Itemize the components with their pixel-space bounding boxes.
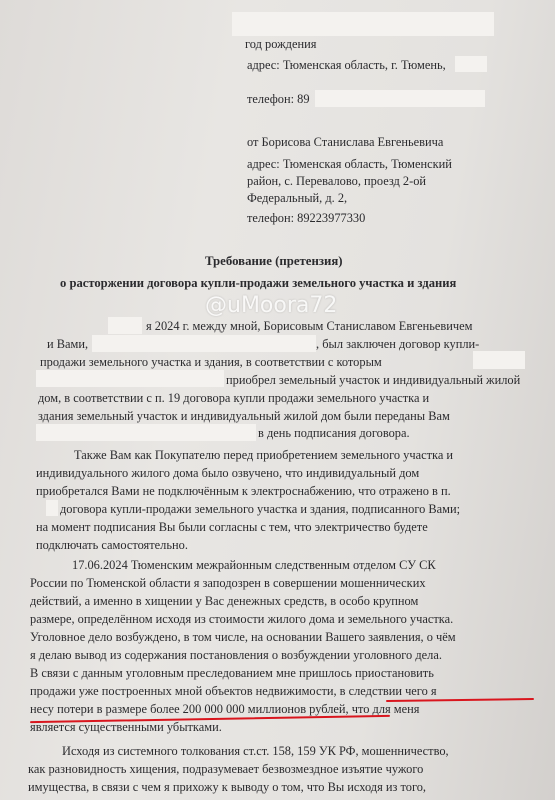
redaction-clause — [46, 500, 58, 516]
document-subtitle: о расторжении договора купли-продажи земельного участка и здания — [60, 276, 457, 290]
paragraph-line: договора купли-продажи земельного участка и здания, подписанного Вами; — [60, 502, 461, 516]
paragraph-line: приобрел земельный участок и индивидуальный жилой — [226, 373, 521, 387]
sender-address-line: Федеральный, д. 2, — [247, 191, 348, 205]
paragraph-line: В связи с данным уголовным преследованием мне пришлось приостановить — [30, 666, 434, 680]
paragraph-line: , был заключен договор купли- — [316, 337, 480, 351]
redaction-buyer — [36, 370, 224, 387]
paragraph-line: и Вами, — [47, 337, 89, 351]
recipient-phone: телефон: 89 — [247, 92, 310, 106]
paragraph-line: продажи уже построенных мной объектов недвижимости, в следствии чего я — [30, 684, 437, 698]
paragraph-line: имущества, в связи с чем я прихожу к выводу о том, что Вы исходя из того, — [28, 780, 427, 794]
paragraph-line: несу потери в размере более 200 000 000 миллионов рублей, что для меня — [30, 702, 420, 716]
redaction-phone — [315, 90, 485, 107]
paragraph-line: на момент подписания Вы были согласны с тем, что электричество будете — [36, 520, 428, 534]
redaction-name — [232, 12, 494, 36]
recipient-address: адрес: Тюменская область, г. Тюмень, — [247, 58, 446, 72]
paragraph-line: продажи земельного участка и здания, в соответствии с которым — [40, 355, 382, 369]
redaction-buyer — [92, 335, 316, 352]
paragraph-line: действий, а именно в хищении у Вас денежных средств, в особо крупном — [30, 594, 419, 608]
watermark: @uMoora72 — [205, 293, 338, 318]
paragraph-line: здания земельный участок и индивидуальный жилой дом были переданы Вам — [38, 409, 450, 423]
paragraph-line: подключать самостоятельно. — [36, 538, 188, 552]
paragraph-line: Уголовное дело возбуждено, в том числе, на основании Вашего заявления, о чём — [30, 630, 456, 644]
paragraph-line: Также Вам как Покупателю перед приобретением земельного участка и — [74, 448, 454, 462]
paragraph-line: Исходя из системного толкования ст.ст. 158, 159 УК РФ, мошенничество, — [62, 744, 449, 758]
redaction-buyer — [36, 424, 256, 441]
paragraph-line: дом, в соответствии с п. 19 договора купли продажи земельного участка и — [38, 391, 430, 405]
paragraph-line: в день подписания договора. — [258, 426, 410, 440]
paragraph-line: приобретался Вами не подключённым к электроснабжению, что отражено в п. — [36, 484, 451, 498]
redaction-buyer — [473, 351, 525, 369]
sender-address-line: район, с. Перевалово, проезд 2-ой — [247, 174, 427, 188]
sender-phone: телефон: 89223977330 — [247, 211, 366, 225]
paragraph-line: индивидуального жилого дома было озвучено, что индивидуальный дом — [36, 466, 420, 480]
document-title: Требование (претензия) — [205, 254, 343, 268]
paragraph-line: является существенными убытками. — [30, 720, 222, 734]
redaction-address — [455, 56, 487, 72]
sender-name: от Борисова Станислава Евгеньевича — [247, 135, 444, 149]
redaction-date — [108, 317, 142, 334]
paragraph-line: 17.06.2024 Тюменским межрайонным следственным отделом СУ СК — [72, 558, 436, 572]
paragraph-line: размере, определённом исходя из стоимости жилого дома и земельного участка. — [30, 612, 454, 626]
paragraph-line: я делаю вывод из содержания постановления о возбуждении уголовного дела. — [30, 648, 442, 662]
paragraph-line: России по Тюменской области я заподозрен в совершении мошеннических — [30, 576, 426, 590]
paragraph-line: как разновидность хищения, подразумевает безвозмездное изъятие чужого — [28, 762, 424, 776]
sender-address-line: адрес: Тюменская область, Тюменский — [247, 157, 452, 171]
birth-year-line: год рождения — [245, 37, 317, 51]
paragraph-line: я 2024 г. между мной, Борисовым Станиславом Евгеньевичем — [146, 319, 473, 333]
